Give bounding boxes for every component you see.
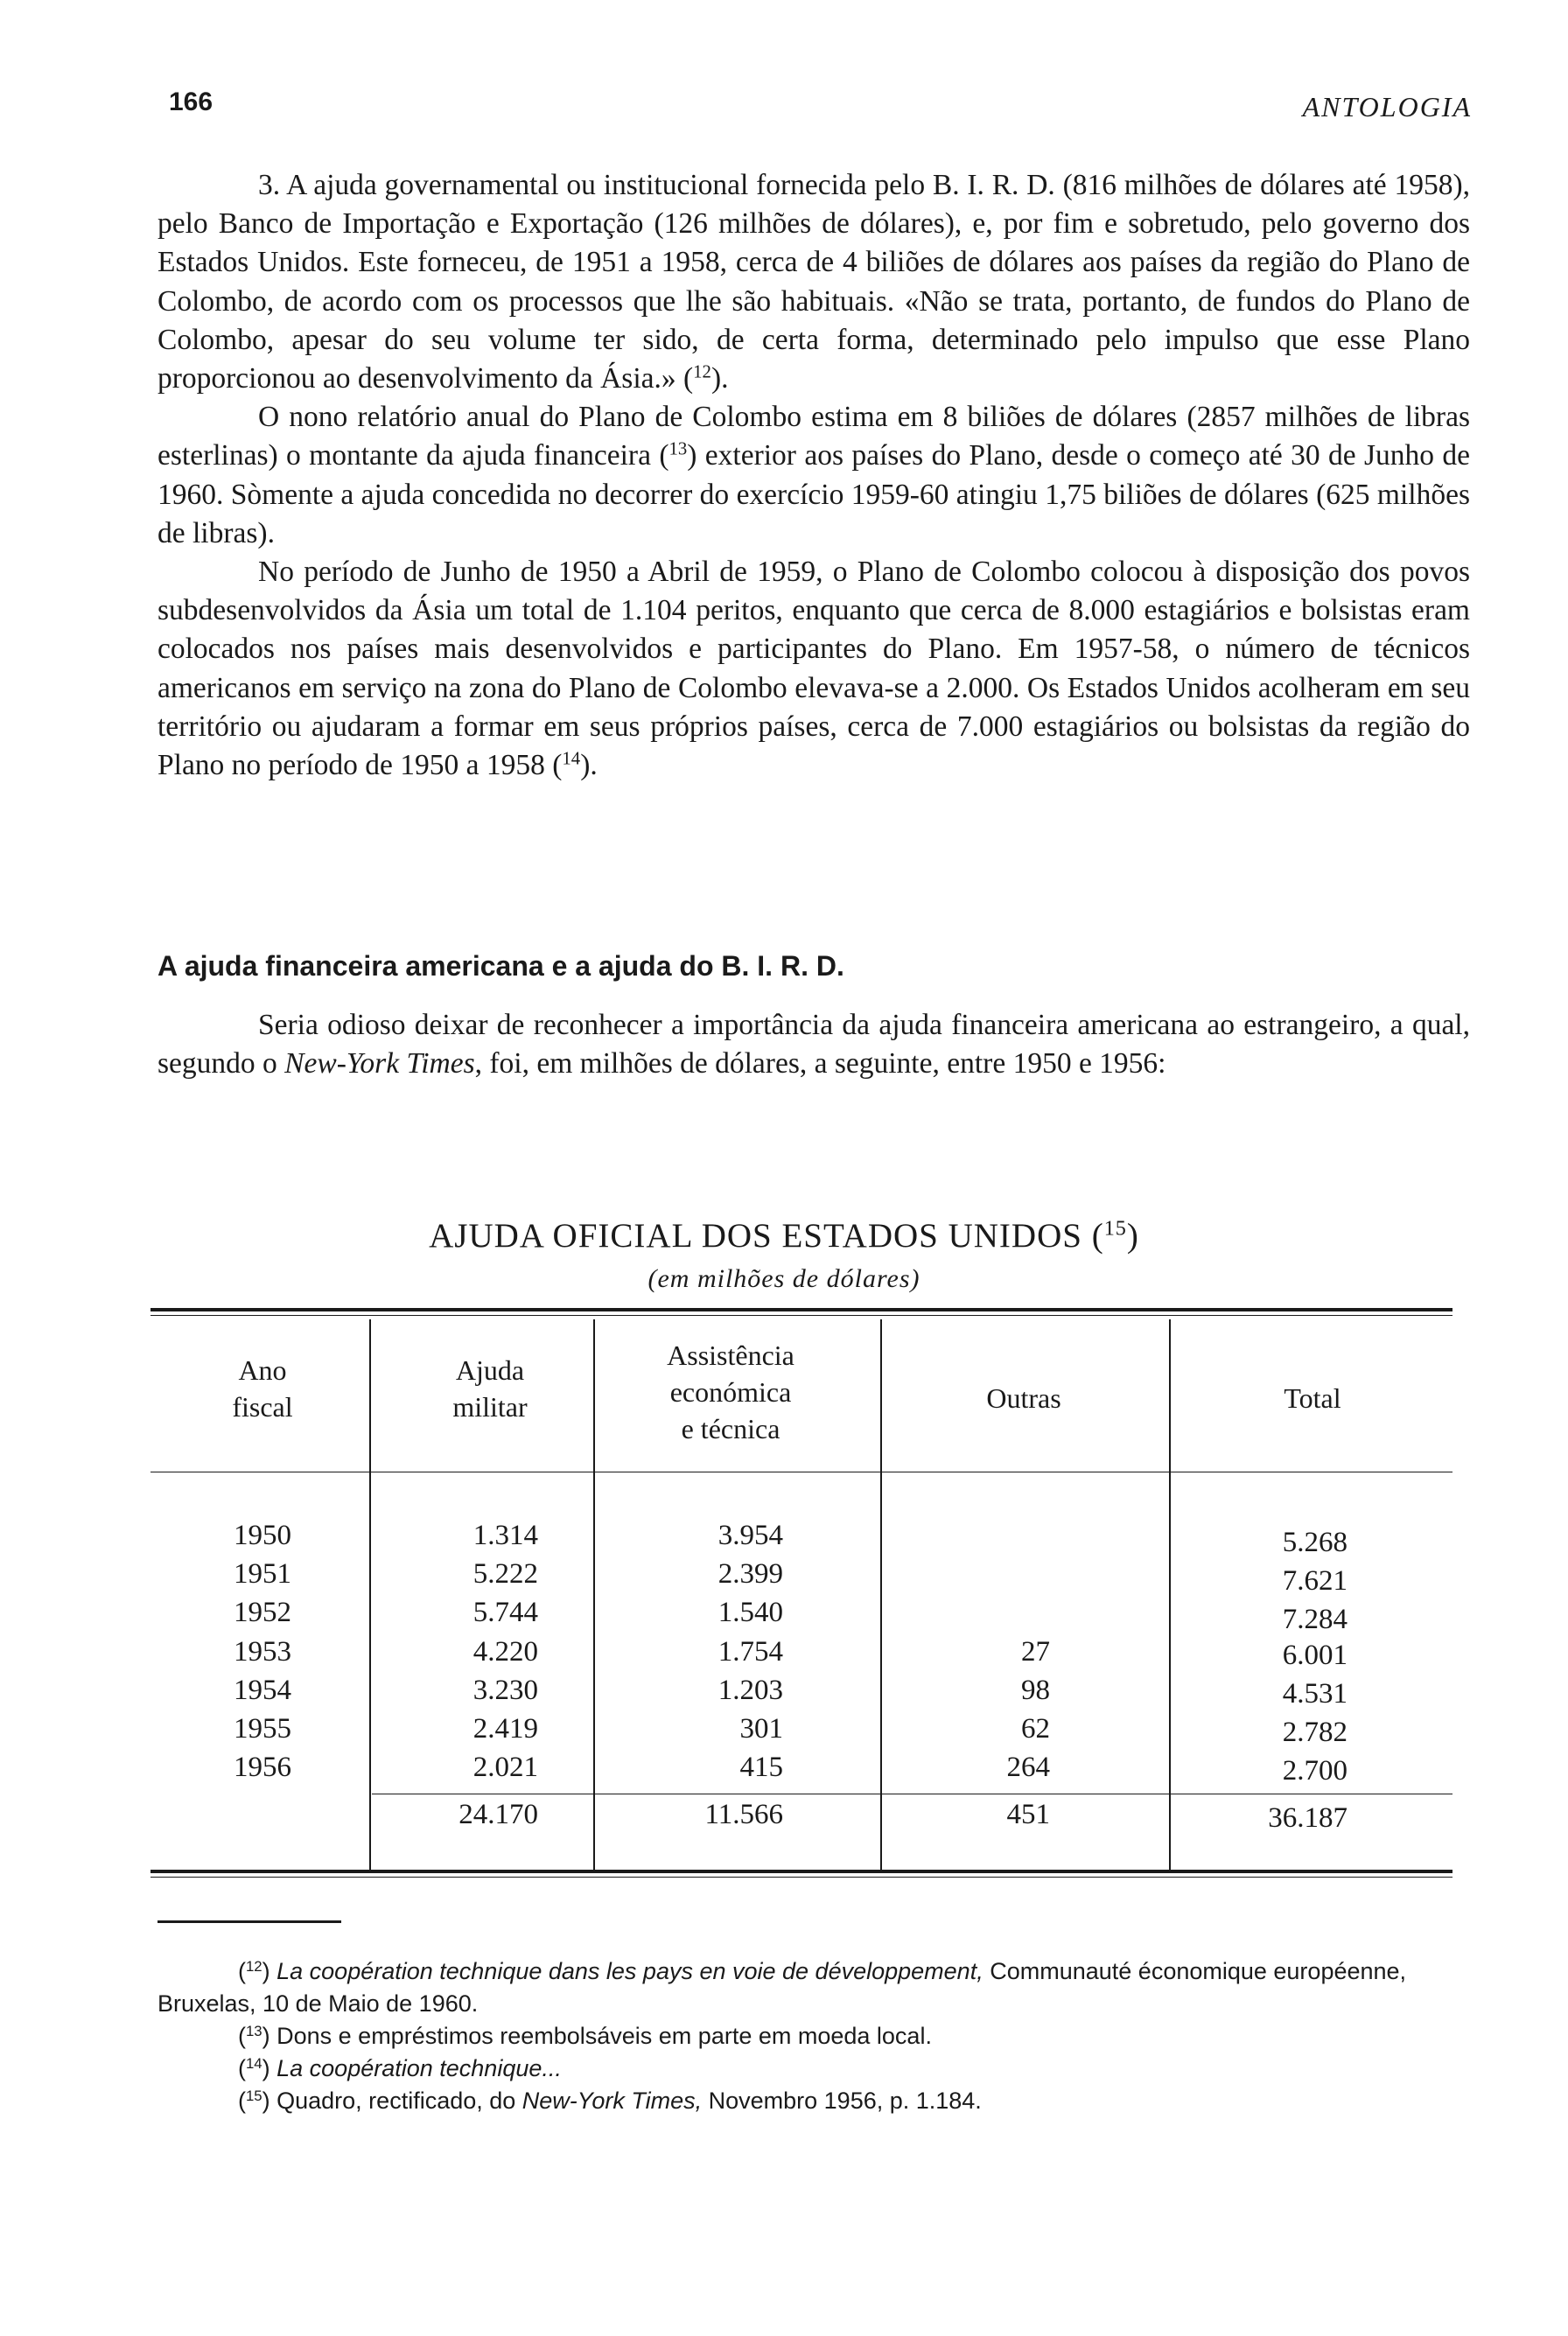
paragraph	[158, 1006, 1470, 1083]
table-title: AJUDA OFICIAL DOS ESTADOS UNIDOS ($^{15}$)	[429, 1216, 1139, 1255]
cell-militar: 1.314	[472, 1520, 538, 1551]
footnote-title: La coopération technique...	[276, 2055, 562, 2081]
cell-outras: 27	[1021, 1636, 1050, 1668]
footnote-title: New-York Times,	[522, 2088, 703, 2114]
cell-ano: 1951	[234, 1558, 291, 1590]
paragraph: O nono relatório anual do Plano de Colombo estima em 8 biliões de dólares (2857 milhões de libras esterlinas) o montante da ajuda financeira ($^{13}$) exterior aos países do Plano, desde o começo até 30 de Junho de 1960. Sòmente a ajuda concedida no decorrer do exercício 1959-60 atingiu 1,75 biliões de dólares (625 milhões de libras).	[158, 401, 1471, 549]
table-row	[0, 1593, 1568, 1633]
intro-text	[158, 1006, 1470, 1083]
table-bottom-rule	[150, 1870, 1452, 1873]
header-ano	[175, 1352, 350, 1425]
table-row	[0, 1555, 1568, 1597]
header-line: e técnica	[681, 1413, 780, 1444]
paragraph: 3. A ajuda governamental ou institucional fornecida pelo B. I. R. D. (816 milhões de dólares até 1958), pelo Banco de Importação e Exportação (126 milhões de dólares), e, por fim e sobretudo, pelo governo dos Estados Unidos. Este forneceu, de 1951 a 1958, cerca de 4 biliões de dólares aos países da região do Plano de Colombo, de acordo com os processos que lhe são habituais. «Não se trata, portanto, de fundos do Plano de Colombo, apesar do seu volume ter sido, de certa forma, determinado pelo impulso que esse Plano proporcionou ao desenvolvimento da Ásia.» ($^{12}$).	[158, 169, 1470, 395]
paragraph-text: Seria odioso deixar de reconhecer a importância da ajuda financeira americana ao estrangeiro, a qual, segundo o	[158, 1009, 1470, 1081]
paragraph-text: O nono relatório anual do Plano de Colombo estima em 8 biliões de dólares (2857 milhões de libras esterlinas) o montante da ajuda financeira	[158, 401, 1470, 472]
paragraph-text: , foi, em milhões de dólares, a seguinte, entre 1950 e 1956:	[474, 1047, 1166, 1081]
paragraph-text: 3. A ajuda governamental ou institucional fornecida pelo B. I. R. D. (816 milhões de dólares até 1958), pelo Banco de Importação e Exportação (126 milhões de dólares), e, por fim e sobretudo, pelo governo dos Estados Unidos. Este forneceu, de 1951 a 1958, cerca de 4 biliões de dólares aos países da região do Plano de Colombo, de acordo com os processos que lhe são habituais. «Não se trata, portanto, de fundos do Plano de Colombo, apesar do seu volume ter sido, de certa forma, determinado pelo impulso que esse Plano proporcionou ao desenvolvimento da Ásia.»	[158, 169, 1470, 395]
header-outras	[919, 1380, 1129, 1416]
paragraph-text: .	[721, 362, 729, 395]
total-outras: 451	[1006, 1799, 1050, 1830]
header-line: Ajuda	[455, 1354, 525, 1386]
header-line: Outras	[986, 1382, 1061, 1414]
cell-outras: 264	[1006, 1752, 1050, 1783]
footnote-number: 12	[246, 1957, 262, 1975]
cell-ano: 1952	[234, 1597, 291, 1628]
total-total: 36.187	[1268, 1802, 1348, 1834]
table-row	[0, 1710, 1568, 1749]
cell-total: 5.268	[1282, 1527, 1348, 1558]
section-heading: A ajuda financeira americana e a ajuda do B. I. R. D.	[158, 950, 844, 982]
cell-economica: 3.954	[718, 1520, 783, 1551]
totals-row	[0, 1795, 1568, 1835]
cell-ano: 1950	[234, 1520, 291, 1551]
table-bottom-rule-thin	[150, 1877, 1452, 1878]
header-economica	[612, 1337, 849, 1447]
running-head: ANTOLOGIA	[1302, 91, 1472, 122]
cell-economica: 1.540	[718, 1597, 783, 1628]
footnote-text: Novembro 1956, p. 1.184.	[708, 2088, 982, 2114]
footnote: ($^{15}$) Quadro, rectificado, do New-York Times, Novembro 1956, p. 1.184.	[238, 2087, 982, 2114]
table-row	[0, 1671, 1568, 1710]
footnote-rule	[158, 1920, 341, 1923]
cell-militar: 5.744	[472, 1597, 538, 1628]
cell-total: 2.782	[1282, 1717, 1348, 1748]
header-line: militar	[452, 1391, 528, 1423]
table-row	[0, 1516, 1568, 1556]
header-line: Assistência	[667, 1339, 794, 1371]
footnote-text: Dons e empréstimos reembolsáveis em parte em moeda local.	[276, 2023, 932, 2049]
footnote-ref: 12	[693, 361, 711, 382]
cell-outras: 62	[1021, 1713, 1050, 1745]
footnote-number: 13	[246, 2022, 262, 2039]
cell-economica: 301	[739, 1713, 783, 1745]
header-total	[1208, 1380, 1418, 1416]
table-row	[0, 1633, 1568, 1672]
footnote-title: La coopération technique dans les pays en voie de développement,	[276, 1958, 984, 1984]
cell-militar: 2.021	[472, 1752, 538, 1783]
cell-militar: 5.222	[472, 1558, 538, 1590]
header-line: Ano	[238, 1354, 287, 1386]
body-text	[158, 166, 1470, 785]
cell-militar: 3.230	[472, 1675, 538, 1706]
cell-militar: 2.419	[472, 1713, 538, 1745]
cell-economica: 415	[739, 1752, 783, 1783]
cell-militar: 4.220	[472, 1636, 538, 1668]
footnote-number: 14	[246, 2054, 262, 2072]
footnote: ($^{14}$) La coopération technique...	[238, 2054, 562, 2081]
paragraph-text: No período de Junho de 1950 a Abril de 1959, o Plano de Colombo colocou à disposição dos povos subdesenvolvidos da Ásia um total de 1.104 peritos, enquanto que cerca de 8.000 estagiários e bolsistas eram colocados nos países mais desenvolvidos e participantes do Plano. Em 1957-58, o número de técnicos americanos em serviço na zona do Plano de Colombo elevava-se a 2.000. Os Estados Unidos acolheram em seu território ou ajudaram a formar em seus próprios países, cerca de 7.000 estagiários ou bolsistas da região do Plano no período de 1950 a 1958	[158, 556, 1470, 782]
table-top-rule-thin	[150, 1315, 1452, 1316]
page-header	[169, 87, 1472, 131]
footnote-text: Quadro, rectificado, do	[276, 2088, 516, 2114]
page-number: 166	[169, 87, 214, 116]
total-militar: 24.170	[458, 1799, 538, 1830]
source-title: New-York Times	[284, 1047, 475, 1081]
footnote-ref: 14	[562, 748, 581, 769]
paragraph-text: exterior aos países do Plano, desde o começo até 30 de Junho de 1960. Sòmente a ajuda concedida no decorrer do exercício 1959-60 atingiu 1,75 biliões de dólares (625 milhões de libras).	[158, 439, 1471, 549]
table-subtitle: (em milhões de dólares)	[648, 1264, 920, 1293]
cell-total: 4.531	[1282, 1678, 1348, 1710]
cell-total: 2.700	[1282, 1755, 1348, 1787]
footnote-ref: 13	[668, 439, 688, 459]
total-economica: 11.566	[704, 1799, 783, 1830]
table-top-rule	[150, 1308, 1452, 1311]
cell-economica: 2.399	[718, 1558, 783, 1590]
footnote-number: 15	[246, 2087, 262, 2104]
cell-ano: 1956	[234, 1752, 291, 1783]
cell-economica: 1.754	[718, 1636, 783, 1668]
footnote: ($^{13}$) Dons e empréstimos reembolsáveis em parte em moeda local.	[238, 2022, 932, 2049]
footnotes	[158, 1955, 1479, 2117]
header-line: fiscal	[232, 1391, 293, 1423]
cell-ano: 1954	[234, 1675, 291, 1706]
cell-outras: 98	[1021, 1675, 1050, 1706]
cell-total: 7.621	[1282, 1565, 1348, 1597]
footnote: ($^{12}$) La coopération technique dans les pays en voie de développement, Communauté économique européenne, Bruxelas, 10 de Maio de 1960.	[158, 1957, 1407, 2017]
footnote-text: Communauté économique européenne, Bruxelas, 10 de Maio de 1960.	[158, 1958, 1407, 2017]
paragraph: No período de Junho de 1950 a Abril de 1959, o Plano de Colombo colocou à disposição dos povos subdesenvolvidos da Ásia um total de 1.104 peritos, enquanto que cerca de 8.000 estagiários e bolsistas eram colocados nos países mais desenvolvidos e participantes do Plano. Em 1957-58, o número de técnicos americanos em serviço na zona do Plano de Colombo elevava-se a 2.000. Os Estados Unidos acolheram em seu território ou ajudaram a formar em seus próprios países, cerca de 7.000 estagiários ou bolsistas da região do Plano no período de 1950 a 1958 ($^{14}$).	[158, 556, 1470, 782]
header-line: económica	[669, 1376, 792, 1408]
cell-ano: 1953	[234, 1636, 291, 1668]
header-line: Total	[1284, 1382, 1341, 1414]
table-title-text: AJUDA OFICIAL DOS ESTADOS UNIDOS	[429, 1217, 1082, 1255]
paragraph-text: .	[590, 749, 598, 782]
cell-economica: 1.203	[718, 1675, 783, 1706]
footnote-ref: 15	[1103, 1216, 1127, 1241]
cell-total: 6.001	[1282, 1640, 1348, 1671]
cell-total: 7.284	[1282, 1604, 1348, 1635]
header-militar	[398, 1352, 582, 1425]
cell-ano: 1955	[234, 1713, 291, 1745]
table-row	[0, 1748, 1568, 1787]
